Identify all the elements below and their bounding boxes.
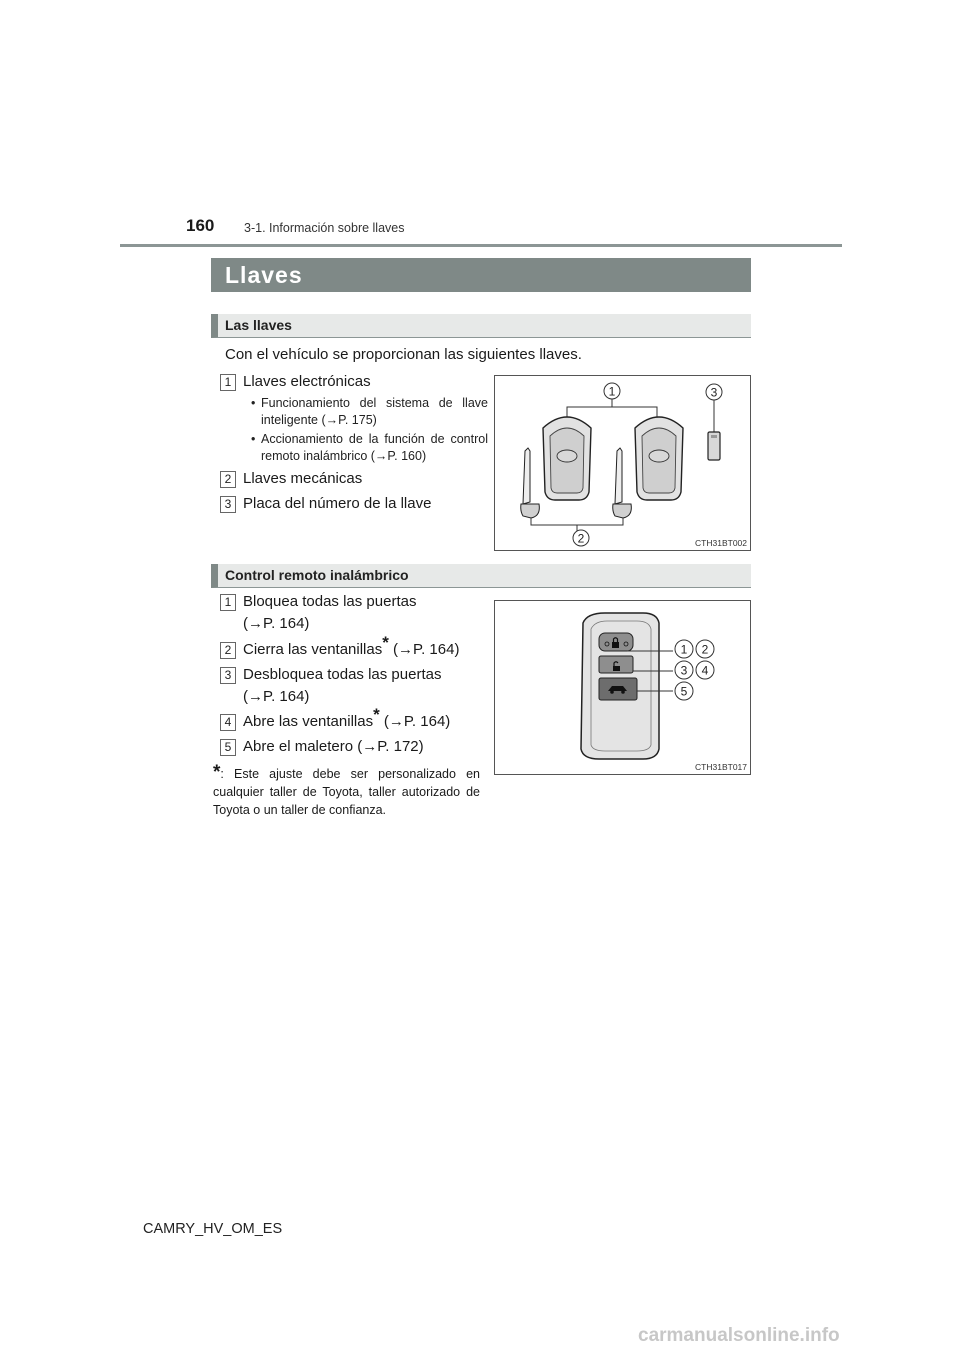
remote-item-number-5: 5 (220, 739, 236, 756)
remote-item-4-label: Abre las ventanillas (243, 713, 374, 730)
watermark: carmanualsonline.info (638, 1325, 840, 1346)
remote-item-3-line-1: Desbloquea todas las puertas (243, 666, 442, 683)
remote-callout-4: 4 (701, 663, 709, 678)
remote-item-number-3: 3 (220, 667, 236, 684)
footnote (213, 762, 480, 819)
keys-item-label-3: Placa del número de la llave (243, 495, 432, 512)
remote-callout-2: 2 (701, 642, 709, 657)
remote-item-2-text (243, 633, 460, 661)
keys-item-number-1: 1 (220, 374, 236, 391)
remote-item-1-line-2: (→P. 164) (243, 615, 310, 632)
electronic-key-icon (543, 417, 591, 500)
document-id: CAMRY_HV_OM_ES (143, 1221, 283, 1237)
bullet-dot: • (251, 432, 256, 446)
keys-callout-2: 2 (577, 531, 585, 546)
keys-item-number-3: 3 (220, 496, 236, 513)
remote-section-heading: Control remoto inalámbrico (211, 564, 751, 588)
remote-item-4-ref: (→P. 164) (379, 713, 451, 730)
electronic-key-icon (635, 417, 683, 500)
keys-callout-1: 1 (608, 384, 616, 399)
remote-item-number-2: 2 (220, 642, 236, 659)
section-title: 3-1. Información sobre llaves (244, 221, 405, 235)
header-rule (120, 244, 842, 247)
keys-item-label-1: Llaves electrónicas (243, 373, 371, 390)
keys-item-1-bullet-1 (251, 395, 488, 429)
bullet-text: Accionamiento de la función de control remoto inalámbrico (→P. 160) (261, 432, 488, 463)
remote-callout-3: 3 (680, 663, 688, 678)
footnote-star: * (382, 633, 389, 652)
figure-code: CTH31BT002 (695, 538, 747, 548)
remote-item-number-1: 1 (220, 594, 236, 611)
main-heading: Llaves (211, 258, 751, 292)
mechanical-key-icon (521, 448, 540, 518)
remote-item-2-ref: (→P. 164) (388, 641, 460, 658)
remote-item-number-4: 4 (220, 714, 236, 731)
remote-figure (494, 600, 751, 775)
remote-item-3-line-2: (→P. 164) (243, 688, 310, 705)
keys-callout-3: 3 (710, 385, 718, 400)
keys-intro: Con el vehículo se proporcionan las siguientes llaves. (225, 346, 582, 363)
bullet-dot: • (251, 396, 256, 410)
keys-section-heading: Las llaves (211, 314, 751, 338)
key-number-plate-icon (708, 400, 720, 460)
footnote-star: * (373, 705, 380, 724)
remote-item-5-text: Abre el maletero (→P. 172) (243, 738, 424, 755)
remote-illustration (495, 601, 750, 774)
keys-illustration (495, 376, 750, 550)
footnote-text: : Este ajuste debe ser personalizado en cualquier taller de Toyota, taller autorizado de Toyota o un taller de confianza. (213, 767, 480, 817)
remote-item-4-text (243, 705, 451, 733)
footnote-marker: * (213, 762, 221, 783)
keys-figure (494, 375, 751, 551)
figure-code: CTH31BT017 (695, 762, 747, 772)
keys-item-1-bullet-2 (251, 431, 488, 465)
remote-callout-5: 5 (680, 684, 688, 699)
mechanical-key-icon (613, 448, 632, 518)
remote-item-1-line-1: Bloquea todas las puertas (243, 593, 417, 610)
keys-item-number-2: 2 (220, 471, 236, 488)
keys-item-label-2: Llaves mecánicas (243, 470, 363, 487)
page-number: 160 (186, 216, 215, 235)
remote-callout-1: 1 (680, 642, 688, 657)
bullet-text: Funcionamiento del sistema de llave inteligente (→P. 175) (261, 396, 488, 427)
remote-item-2-label: Cierra las ventanillas (243, 641, 383, 658)
